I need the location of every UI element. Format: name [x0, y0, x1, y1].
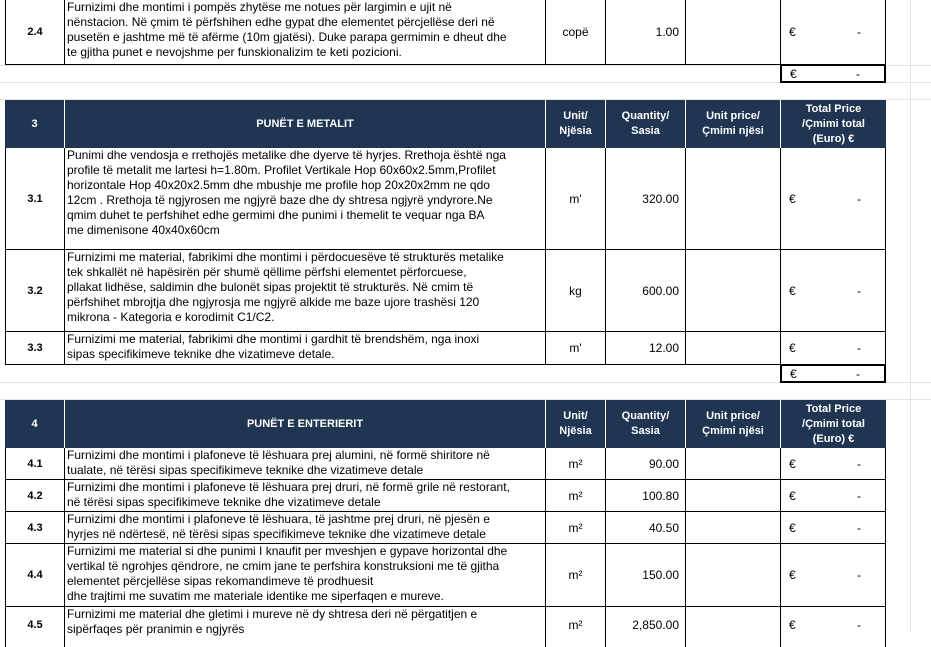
table-row [0, 448, 886, 480]
item-number: 4.5 [5, 607, 64, 647]
item-unit-price[interactable] [685, 448, 780, 480]
item-unit: m² [545, 607, 605, 647]
item-number: 2.4 [5, 0, 64, 65]
item-unit: m² [545, 480, 605, 512]
item-unit: m² [545, 512, 605, 544]
item-quantity: 150.00 [605, 544, 685, 607]
column-header-quantity: Quantity/ Sasia [605, 100, 685, 148]
item-total-price: € - [780, 250, 886, 332]
item-quantity: 40.50 [605, 512, 685, 544]
item-description: Furnizimi dhe montimi i plafoneve të lëshuara prej alumini, në formë shiritore në tualate, në tërësi sipas specifikimeve teknike dhe vizatimeve detale [64, 448, 545, 480]
item-total-price: € - [780, 148, 886, 250]
item-quantity: 1.00 [605, 0, 685, 65]
item-unit: m' [545, 148, 605, 250]
item-unit: m² [545, 448, 605, 480]
table-row [0, 512, 886, 544]
item-unit-price[interactable] [685, 607, 780, 647]
item-quantity: 600.00 [605, 250, 685, 332]
item-unit: m' [545, 332, 605, 365]
subtotal-cell: € - [780, 364, 886, 383]
item-total-price: € - [780, 480, 886, 512]
item-description: Furnizimi me material, fabrikimi dhe montimi i përdocuesëve të strukturës metalike tek shkallët në hapësirën për shumë qëllime përfshi elementet përforcuese, pllakat lidhëse, saldimin dhe bulonët sipas projektit të strukturës. Në cmim të përfshihet mbrojtja dhe ngjyrosja me ngjyrë alkide me baze ujore trashësi 120 mikrona - Kategoria e korodimit C1/C2. [64, 250, 545, 332]
table-row [0, 0, 886, 65]
item-number: 4.3 [5, 512, 64, 544]
column-header-total-price: Total Price /Çmimi total (Euro) € [780, 400, 886, 448]
item-description: Furnizimi me material si dhe punimi I knaufit per mveshjen e gypave horizontal dhe vertikal të ngrohjes qëndrore, ne cmim jane te perfshira konstruksioni me të gjitha elementet përcjellëse sipas rekomandimeve të prodhuesit dhe trajtimi me suvatim me materiale identike me siperfaqen e mureve. [64, 544, 545, 607]
table-row [0, 480, 886, 512]
item-number: 3.1 [5, 148, 64, 250]
item-unit: kg [545, 250, 605, 332]
item-description: Furnizimi me material, fabrikimi dhe montimi i gardhit të brendshëm, nga inoxi sipas specifikimeve teknike dhe vizatimeve detale. [64, 332, 545, 365]
item-number: 4.2 [5, 480, 64, 512]
table-row [0, 250, 886, 332]
section-title: PUNËT E METALIT [64, 100, 545, 148]
item-description: Punimi dhe vendosja e rrethojës metalike dhe dyerve të hyrjes. Rrethoja është nga profile të metalit me lartesi h=1.80m. Profilet Vertikale Hop 60x60x2.5mm,Profilet horizontale Hop 40x20x2.5mm dhe mbushje me profile hop 20x20x2mm ne qdo 12cm . Rrethoja të ngjyrosen me ngjyrë baze dhe dy shtresa ngjyrë yndyrore.Ne qmim duhet te perfshihet edhe germimi dhe punimi i themelit te vequar nga BA me dimenisone 40x40x60cm [64, 148, 545, 250]
item-unit: copë [545, 0, 605, 65]
item-quantity: 100.80 [605, 480, 685, 512]
item-number: 4.1 [5, 448, 64, 480]
item-description: Furnizimi dhe montimi i pompës zhytëse me notues për largimin e ujit në nënstacion. Në çmim të përfshihen edhe gypat dhe elementet përcjellëse deri në pusetën e jashtme më të afërme (10m gjatësi). Duke parapa germimin e dheut dhe te gjitha punet e nevojshme per funskionalizim te keti pozicioni. [64, 0, 545, 65]
item-number: 3.3 [5, 332, 64, 365]
subtotal-cell: € - [780, 64, 886, 83]
column-header-unit: Unit/ Njësia [545, 400, 605, 448]
section-title: PUNËT E ENTERIERIT [64, 400, 545, 448]
item-description: Furnizimi dhe montimi i plafoneve të lëshuara, të jashtme prej druri, në pjesën e hyrjes në ndërtesë, në tërësi sipas specifikimeve teknike dhe vizatimeve detale [64, 512, 545, 544]
table-row [0, 607, 886, 647]
column-header-unit-price: Unit price/ Çmimi njësi [685, 100, 780, 148]
column-header-unit: Unit/ Njësia [545, 100, 605, 148]
item-quantity: 12.00 [605, 332, 685, 365]
item-total-price: € - [780, 544, 886, 607]
column-header-total-price: Total Price /Çmimi total (Euro) € [780, 100, 886, 148]
item-unit-price[interactable] [685, 480, 780, 512]
item-total-price: € - [780, 607, 886, 647]
item-unit: m² [545, 544, 605, 607]
item-total-price: € - [780, 512, 886, 544]
item-unit-price[interactable] [685, 332, 780, 365]
item-total-price: € - [780, 0, 886, 65]
table-row [0, 148, 886, 250]
section-header [0, 400, 886, 448]
column-header-unit-price: Unit price/ Çmimi njësi [685, 400, 780, 448]
table-row [0, 544, 886, 607]
section-number: 3 [5, 100, 64, 148]
item-total-price: € - [780, 448, 886, 480]
section-header [0, 100, 886, 148]
item-description: Furnizimi dhe montimi i plafoneve të lëshuara prej druri, në formë grile në restorant, në tërësi sipas specifikimeve teknike dhe vizatimeve detale [64, 480, 545, 512]
item-quantity: 90.00 [605, 448, 685, 480]
item-unit-price[interactable] [685, 148, 780, 250]
item-unit-price[interactable] [685, 250, 780, 332]
item-unit-price[interactable] [685, 512, 780, 544]
item-description: Furnizimi me material dhe gletimi i mureve në dy shtresa deri në përgatitjen e sipërfaqes për pranimin e ngjyrës [64, 607, 545, 647]
item-unit-price[interactable] [685, 0, 780, 65]
item-unit-price[interactable] [685, 544, 780, 607]
item-total-price: € - [780, 332, 886, 365]
section-number: 4 [5, 400, 64, 448]
column-header-quantity: Quantity/ Sasia [605, 400, 685, 448]
item-number: 3.2 [5, 250, 64, 332]
item-quantity: 320.00 [605, 148, 685, 250]
table-row [0, 332, 886, 365]
item-number: 4.4 [5, 544, 64, 607]
item-quantity: 2,850.00 [605, 607, 685, 647]
